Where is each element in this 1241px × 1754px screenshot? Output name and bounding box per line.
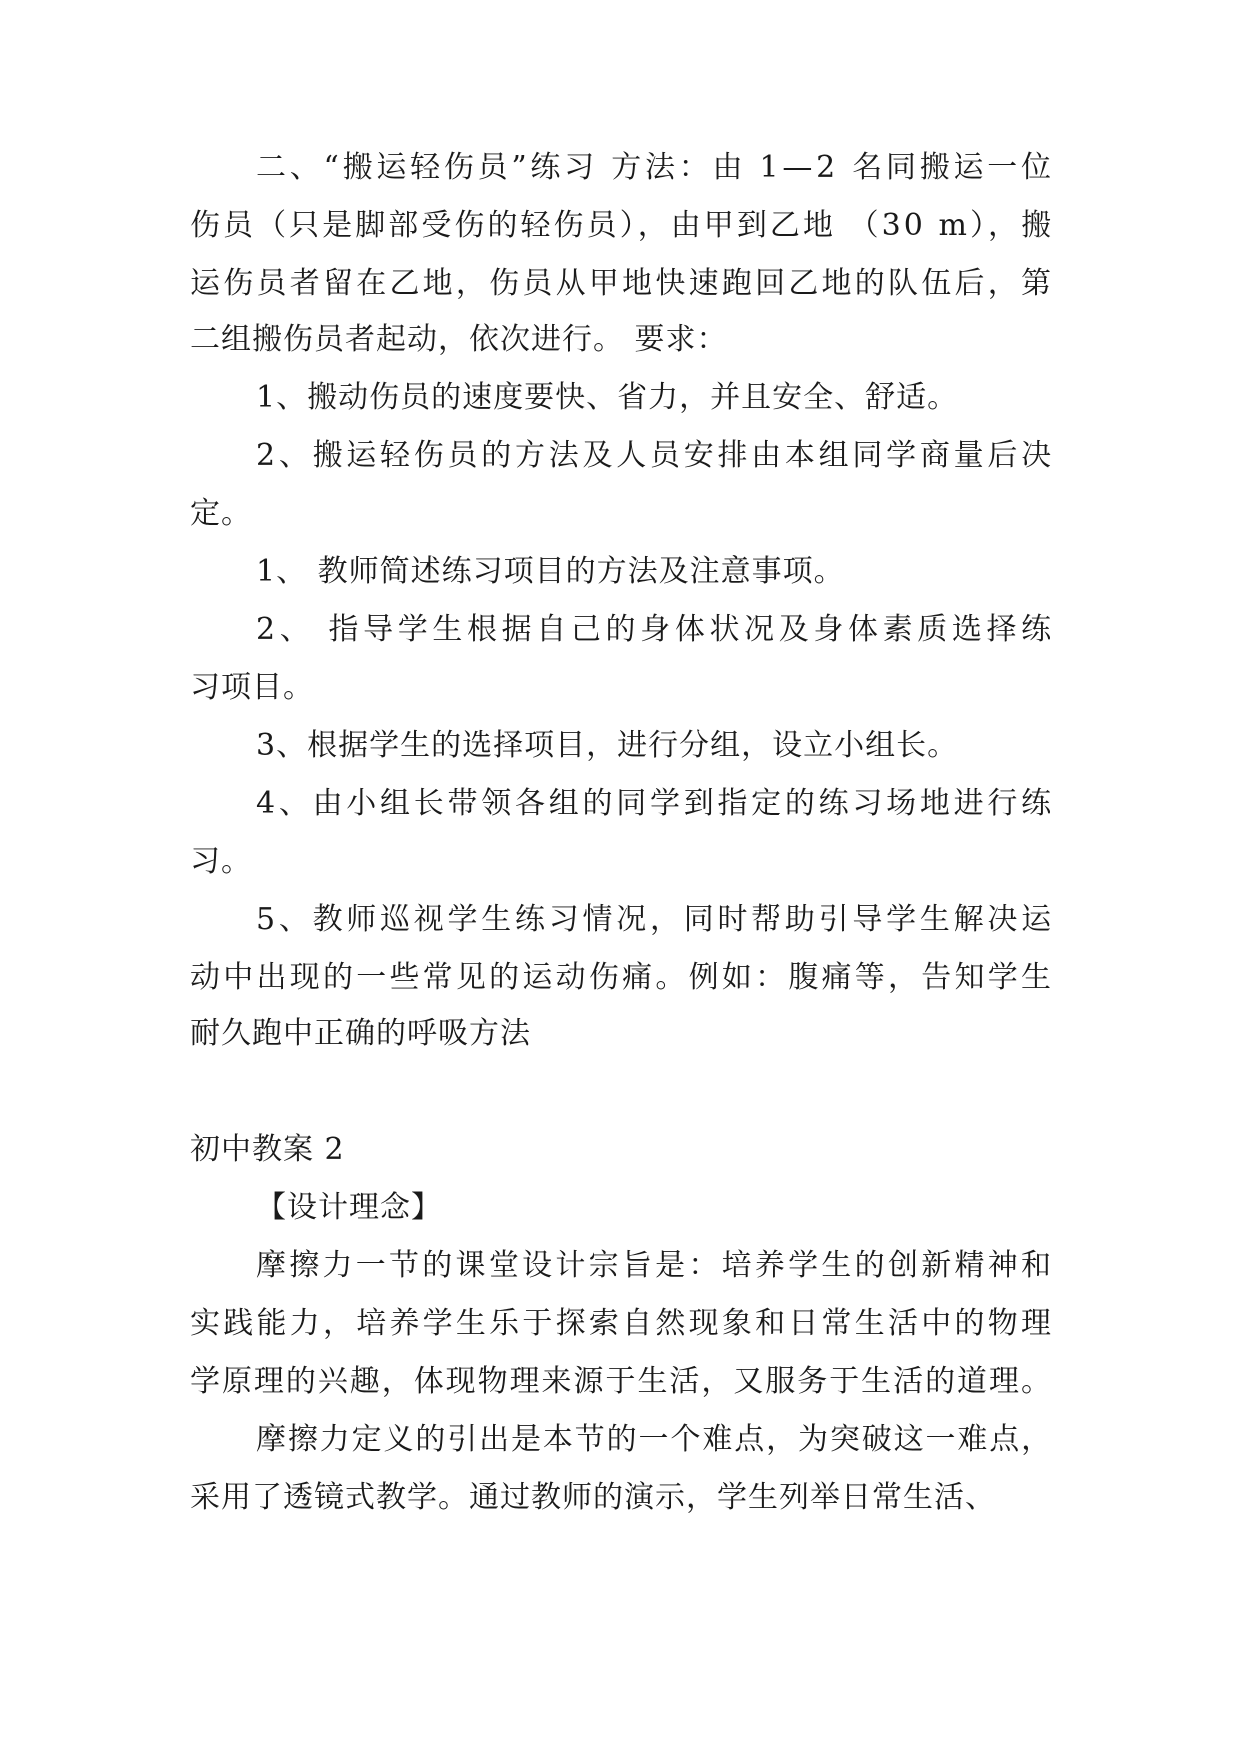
text-line: 采用了透镜式教学。通过教师的演示，学生列举日常生活、 <box>190 1480 996 1515</box>
text-line: 伤员（只是脚部受伤的轻伤员），由甲到乙地 （30 m），搬 <box>190 208 1055 243</box>
text-line: 学原理的兴趣，体现物理来源于生活，又服务于生活的道理。 <box>190 1364 1053 1399</box>
text-line: 摩擦力定义的引出是本节的一个难点，为突破这一难点， <box>256 1422 1053 1457</box>
text-line: 摩擦力一节的课堂设计宗旨是：培养学生的创新精神和 <box>256 1248 1055 1283</box>
text-line: 4、由小组长带领各组的同学到指定的练习场地进行练 <box>256 786 1055 821</box>
text-line: 二、“搬运轻伤员”练习 方法：由 1—2 名同搬运一位 <box>256 150 1055 185</box>
section-subtitle: 【设计理念】 <box>256 1190 442 1225</box>
text-line: 2、 指导学生根据自己的身体状况及身体素质选择练 <box>256 612 1056 647</box>
text-line: 定。 <box>190 496 252 531</box>
text-line: 1、 教师简述练习项目的方法及注意事项。 <box>256 554 845 589</box>
section-title: 初中教案 2 <box>190 1132 345 1167</box>
text-line: 2、搬运轻伤员的方法及人员安排由本组同学商量后决 <box>256 438 1055 473</box>
text-line: 1、搬动伤员的速度要快、省力，并且安全、舒适。 <box>256 380 959 415</box>
text-line: 二组搬伤员者起动，依次进行。 要求： <box>190 322 728 357</box>
text-line: 5、教师巡视学生练习情况，同时帮助引导学生解决运 <box>256 902 1055 937</box>
text-line: 3、根据学生的选择项目，进行分组，设立小组长。 <box>256 728 959 763</box>
text-line: 习项目。 <box>190 670 314 705</box>
text-line: 耐久跑中正确的呼吸方法 <box>190 1016 531 1051</box>
text-line: 习。 <box>190 844 252 879</box>
text-line: 动中出现的一些常见的运动伤痛。例如：腹痛等，告知学生 <box>190 960 1055 995</box>
text-line: 实践能力，培养学生乐于探索自然现象和日常生活中的物理 <box>190 1306 1055 1341</box>
text-line: 运伤员者留在乙地，伤员从甲地快速跑回乙地的队伍后，第 <box>190 266 1055 301</box>
